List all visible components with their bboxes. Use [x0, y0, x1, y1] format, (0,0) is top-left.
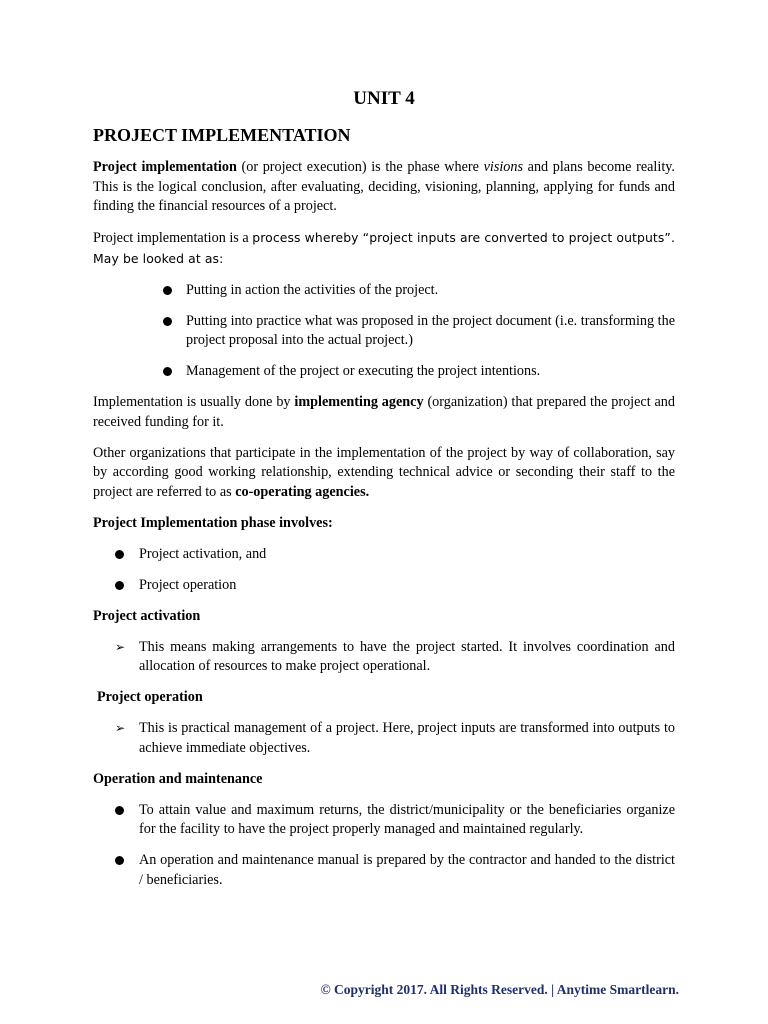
paragraph-process — [93, 228, 675, 269]
paragraph-implementing-agency — [93, 393, 675, 432]
list-item-text: This means making arrangements to have the project started. It involves coordination and allocation of resources to make project operational. — [139, 638, 675, 674]
arrow-bullet-icon: ➢ — [115, 639, 126, 654]
bullet-icon — [115, 851, 124, 871]
unit-title: UNIT 4 — [353, 88, 415, 109]
intro-text-a: (or project execution) is the phase where — [236, 159, 484, 175]
list-item-text: This is practical management of a project. Here, project inputs are transformed into outputs to achieve immediate objectives. — [139, 720, 675, 756]
term-implementing-agency: implementing agency — [294, 394, 424, 410]
activation-list — [93, 638, 675, 677]
agency-text-a: Implementation is usually done by — [93, 394, 295, 410]
list-item-text: To attain value and maximum returns, the district/municipality or the beneficiaries organize for the facility to have the project properly managed and maintained regularly. — [139, 801, 675, 837]
operation-list — [93, 719, 675, 758]
intro-text-b: and plans become reality. This is the logical conclusion, after evaluating, deciding, visioning, planning, applying for funds and finding the financial resources of a project. — [93, 159, 675, 214]
heading-project-activation: Project activation — [93, 607, 201, 624]
heading-project-operation: Project operation — [97, 689, 203, 705]
list-item-text: Putting into practice what was proposed in the project document (i.e. transforming the project proposal into the actual project.) — [186, 312, 675, 348]
list-item-text: Project activation, and — [139, 545, 267, 562]
bullet-icon — [115, 801, 124, 821]
maintenance-list — [93, 801, 675, 891]
arrow-bullet-icon: ➢ — [115, 721, 126, 735]
bullet-icon — [115, 545, 124, 565]
bullet-icon — [115, 576, 124, 596]
implementation-meanings-list — [93, 281, 675, 382]
list-item — [93, 281, 675, 301]
section-title: PROJECT IMPLEMENTATION — [93, 125, 351, 145]
list-item-text: Putting in action the activities of the project. — [186, 281, 439, 298]
list-item — [93, 362, 675, 382]
list-item — [93, 576, 675, 596]
body-text — [93, 158, 675, 902]
agency-text-b: (organization) that prepared the project and received funding for it. — [93, 394, 675, 430]
list-item — [93, 851, 675, 890]
list-item-text: Management of the project or executing the project intentions. — [186, 363, 541, 379]
bullet-icon — [163, 312, 172, 332]
process-text-b: process whereby “project inputs are converted to project outputs”. May be looked at as: — [93, 230, 675, 266]
phase-list — [93, 545, 675, 596]
copyright-footer: © Copyright 2017. All Rights Reserved. | Anytime Smartlearn. — [320, 982, 679, 997]
paragraph-cooperating-agencies — [93, 444, 675, 503]
term-cooperating-agencies: co-operating agencies. — [235, 483, 370, 500]
cooperating-text: Other organizations that participate in the implementation of the project by way of collaboration, say by according good working relationship, extending technical advice or seconding their staff to the project are referred to as — [93, 444, 675, 500]
bullet-icon — [163, 281, 172, 301]
list-item — [93, 719, 675, 758]
bullet-icon — [163, 362, 172, 382]
list-item — [93, 638, 675, 677]
list-item-text: Project operation — [139, 576, 237, 593]
process-text-a: Project implementation is a — [93, 230, 253, 246]
list-item-text: An operation and maintenance manual is prepared by the contractor and handed to the district / beneficiaries. — [139, 852, 675, 888]
heading-operation-maintenance: Operation and maintenance — [93, 770, 263, 787]
term-project-implementation: Project implementation — [93, 159, 237, 175]
list-item — [93, 801, 675, 840]
list-item — [93, 545, 675, 565]
list-item — [93, 312, 675, 351]
heading-phase-involves: Project Implementation phase involves: — [93, 514, 333, 531]
paragraph-intro — [93, 158, 675, 217]
term-visions: visions — [483, 159, 523, 175]
